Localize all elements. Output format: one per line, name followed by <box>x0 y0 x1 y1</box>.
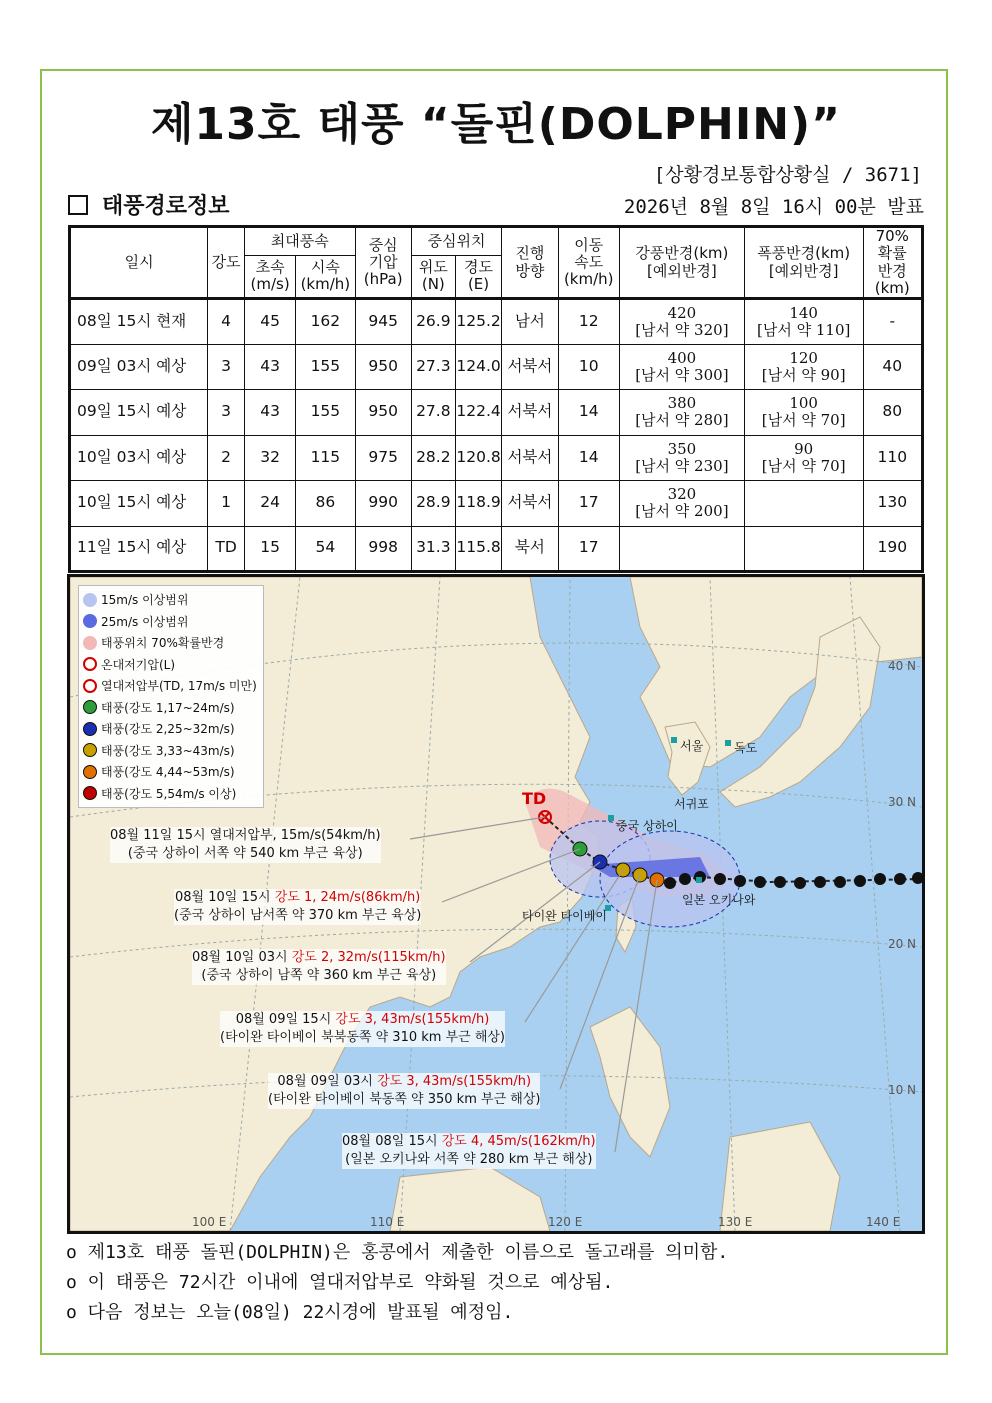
cell-ms: 32 <box>245 435 296 481</box>
legend-item <box>83 632 259 654</box>
table-row <box>70 435 923 481</box>
cell-intensity: TD <box>208 526 245 572</box>
legend-label: 온대저기압(L) <box>101 657 176 672</box>
cell-lat: 28.9 <box>411 481 455 527</box>
callout-0811: 08월 11일 15시 열대저압부, 15m/s(54km/h) (중국 상하이 서쪽 약 540 km 부근 육상) <box>110 828 381 861</box>
header-pressure: 중심 기압 (hPa) <box>355 227 411 299</box>
cell-hpa: 950 <box>355 390 411 436</box>
cell-storm <box>744 344 863 390</box>
callout-0809-03: 08월 09일 03시 강도 3, 43m/s(155km/h) (타이완 타이베이 북동쪽 약 350 km 부근 해상) <box>268 1074 541 1107</box>
cell-time: 08일 15시 현재 <box>70 299 208 345</box>
legend-item <box>83 611 259 633</box>
storm-radius-value: 140 <box>789 303 818 322</box>
cell-lat: 27.8 <box>411 390 455 436</box>
cell-kmh: 162 <box>296 299 355 345</box>
cell-dir: 남서 <box>502 299 558 345</box>
cell-intensity: 3 <box>208 344 245 390</box>
legend-item <box>83 589 259 611</box>
cell-hpa: 990 <box>355 481 411 527</box>
header-lat: 위도 (N) <box>411 255 455 298</box>
cell-speed: 17 <box>558 481 619 527</box>
cell-lon: 122.4 <box>455 390 501 436</box>
cell-lat: 26.9 <box>411 299 455 345</box>
legend-label: 열대저압부(TD, 17m/s 미만) <box>101 679 257 694</box>
table-row <box>70 481 923 527</box>
cell-dir: 북서 <box>502 526 558 572</box>
cell-storm <box>744 299 863 345</box>
header-wind-kmh: 시속 (km/h) <box>296 255 355 298</box>
storm-radius-value: 120 <box>789 348 818 367</box>
legend-item <box>83 675 259 697</box>
cell-speed: 14 <box>558 435 619 481</box>
circle-lightblue-icon <box>83 593 97 607</box>
typhoon-level2-icon <box>83 722 97 736</box>
table-row <box>70 526 923 572</box>
checkbox-square-icon <box>68 195 88 215</box>
storm-radius-exception: [남서 약 70] <box>761 411 846 430</box>
cell-lat: 28.2 <box>411 435 455 481</box>
lat-label-20: 20 N <box>887 937 916 951</box>
section-title: 태풍경로정보 <box>102 194 230 219</box>
cell-storm <box>744 390 863 436</box>
cell-ms: 43 <box>245 390 296 436</box>
legend-label: 태풍(강도 2,25~32m/s) <box>101 722 235 737</box>
cell-ms: 45 <box>245 299 296 345</box>
place-seoul: 서울 <box>680 739 704 753</box>
gale-radius-value: 320 <box>667 485 697 503</box>
map-legend <box>78 585 264 808</box>
page-title: 제13호 태풍 “돌핀(DOLPHIN)” <box>150 99 842 150</box>
gale-radius-exception: [남서 약 230] <box>635 456 729 475</box>
cell-storm <box>744 526 863 572</box>
gale-radius-exception: [남서 약 300] <box>635 365 729 384</box>
cell-prob: 110 <box>863 435 922 481</box>
circle-blue-icon <box>83 614 97 628</box>
cell-time: 10일 15시 예상 <box>70 481 208 527</box>
cell-prob: 130 <box>863 481 922 527</box>
cell-kmh: 155 <box>296 344 355 390</box>
header-max-wind: 최대풍속 <box>245 227 356 256</box>
legend-label: 태풍(강도 1,17~24m/s) <box>101 700 235 715</box>
note-item: o 다음 정보는 오늘(08일) 22시경에 발표될 예정임. <box>66 1302 514 1323</box>
cell-time: 09일 03시 예상 <box>70 344 208 390</box>
legend-item <box>83 740 259 762</box>
cell-lat: 31.3 <box>411 526 455 572</box>
cell-hpa: 945 <box>355 299 411 345</box>
typhoon-level5-icon <box>83 786 97 800</box>
cell-lon: 125.2 <box>455 299 501 345</box>
tropical-depression-icon <box>83 679 97 693</box>
cell-lon: 118.9 <box>455 481 501 527</box>
cell-gale <box>619 435 744 481</box>
legend-item <box>83 783 259 805</box>
cell-dir: 서북서 <box>502 344 558 390</box>
cell-gale <box>619 390 744 436</box>
notes <box>66 1238 728 1328</box>
lon-label-130: 130 E <box>718 1215 753 1229</box>
cell-intensity: 2 <box>208 435 245 481</box>
cell-kmh: 86 <box>296 481 355 527</box>
typhoon-level1-icon <box>83 700 97 714</box>
lon-label-120: 120 E <box>548 1215 583 1229</box>
storm-radius-value: 90 <box>794 439 814 458</box>
extratropical-low-icon <box>83 657 97 671</box>
cell-gale <box>619 299 744 345</box>
table-row <box>70 390 923 436</box>
gale-radius-value: 420 <box>667 303 697 322</box>
cell-time: 09일 15시 예상 <box>70 390 208 436</box>
cell-ms: 15 <box>245 526 296 572</box>
legend-label: 태풍(강도 4,44~53m/s) <box>101 765 235 780</box>
cell-prob: - <box>863 299 922 345</box>
lat-label-40: 40 N <box>887 659 916 673</box>
cell-speed: 17 <box>558 526 619 572</box>
note-item: o 제13호 태풍 돌핀(DOLPHIN)은 홍콩에서 제출한 이름으로 돌고래를 의미함. <box>66 1242 729 1263</box>
header-direction: 진행 방향 <box>502 227 558 299</box>
header-storm-radius: 폭풍반경(km) [예외반경] <box>744 227 863 299</box>
header-time: 일시 <box>70 227 208 299</box>
storm-radius-exception: [남서 약 110] <box>757 320 851 339</box>
legend-label: 태풍(강도 3,33~43m/s) <box>101 743 235 758</box>
cell-kmh: 155 <box>296 390 355 436</box>
typhoon-level4-icon <box>83 765 97 779</box>
gale-radius-exception: [남서 약 320] <box>635 320 729 339</box>
legend-item <box>83 761 259 783</box>
callout-0810-15: 08월 10일 15시 강도 1, 24m/s(86km/h) (중국 상하이 남서쪽 약 370 km 부근 육상) <box>174 890 422 923</box>
gale-radius-exception: [남서 약 200] <box>635 502 729 521</box>
cell-prob: 80 <box>863 390 922 436</box>
storm-radius-value: 100 <box>789 394 818 412</box>
section-heading <box>68 189 230 220</box>
header-intensity: 강도 <box>208 227 245 299</box>
storm-radius-exception: [남서 약 70] <box>761 456 846 475</box>
cell-gale <box>619 526 744 572</box>
typhoon-level3-icon <box>83 743 97 757</box>
cell-hpa: 998 <box>355 526 411 572</box>
gale-radius-value: 400 <box>667 348 697 367</box>
lat-label-10: 10 N <box>887 1083 916 1097</box>
cell-lat: 27.3 <box>411 344 455 390</box>
legend-item <box>83 718 259 740</box>
cell-time: 11일 15시 예상 <box>70 526 208 572</box>
header-wind-ms: 초속 (m/s) <box>245 255 296 298</box>
table-row <box>70 344 923 390</box>
cell-kmh: 54 <box>296 526 355 572</box>
gale-radius-exception: [남서 약 280] <box>635 411 729 430</box>
cell-dir: 서북서 <box>502 481 558 527</box>
lon-label-140: 140 E <box>866 1215 901 1229</box>
callout-0809-15: 08월 09일 15시 강도 3, 43m/s(155km/h) (타이완 타이베이 북북동쪽 약 310 km 부근 해상) <box>220 1012 506 1045</box>
cell-speed: 10 <box>558 344 619 390</box>
legend-item <box>83 654 259 676</box>
issued-time: 2026년 8월 8일 16시 00분 발표 <box>623 196 924 218</box>
cell-dir: 서북서 <box>502 390 558 436</box>
cell-ms: 24 <box>245 481 296 527</box>
typhoon-track-table <box>68 225 924 573</box>
lon-label-100: 100 E <box>192 1215 227 1229</box>
callout-0810-03: 08월 10일 03시 강도 2, 32m/s(115km/h) (중국 상하이 남쪽 약 360 km 부근 육상) <box>192 950 446 983</box>
cell-lon: 124.0 <box>455 344 501 390</box>
place-okinawa: 일본 오키나와 <box>682 893 756 907</box>
cell-speed: 12 <box>558 299 619 345</box>
cell-lon: 120.8 <box>455 435 501 481</box>
place-dokdo: 독도 <box>734 741 758 755</box>
office-label: [상황경보통합상황실 / 3671] <box>653 164 922 186</box>
cell-intensity: 4 <box>208 299 245 345</box>
cell-gale <box>619 344 744 390</box>
place-seogwipo: 서귀포 <box>674 797 709 811</box>
cell-gale <box>619 481 744 527</box>
note-item: o 이 태풍은 72시간 이내에 열대저압부로 약화될 것으로 예상됨. <box>66 1272 614 1293</box>
header-lon: 경도 (E) <box>455 255 501 298</box>
header-speed: 이동 속도 (km/h) <box>558 227 619 299</box>
cell-prob: 40 <box>863 344 922 390</box>
cell-lon: 115.8 <box>455 526 501 572</box>
callout-0808-15: 08월 08일 15시 강도 4, 45m/s(162km/h) (일본 오키나와 서쪽 약 280 km 부근 해상) <box>342 1134 596 1167</box>
cell-kmh: 115 <box>296 435 355 481</box>
cell-prob: 190 <box>863 526 922 572</box>
cell-speed: 14 <box>558 390 619 436</box>
cell-intensity: 3 <box>208 390 245 436</box>
cell-time: 10일 03시 예상 <box>70 435 208 481</box>
header-gale-radius: 강풍반경(km) [예외반경] <box>619 227 744 299</box>
typhoon-track-map <box>67 574 925 1234</box>
cell-hpa: 975 <box>355 435 411 481</box>
cell-storm <box>744 481 863 527</box>
header-prob-radius: 70% 확률 반경 (km) <box>863 227 922 299</box>
lon-label-110: 110 E <box>370 1215 405 1229</box>
lat-label-30: 30 N <box>887 795 916 809</box>
gale-radius-value: 350 <box>667 439 697 458</box>
gale-radius-value: 380 <box>667 394 697 412</box>
table-row <box>70 299 923 345</box>
legend-label: 15m/s 이상범위 <box>101 593 189 608</box>
td-label: TD <box>522 789 547 808</box>
legend-item <box>83 697 259 719</box>
header-position: 중심위치 <box>411 227 501 256</box>
legend-label: 태풍위치 70%확률반경 <box>101 636 225 651</box>
legend-label: 태풍(강도 5,54m/s 이상) <box>101 786 237 801</box>
cell-hpa: 950 <box>355 344 411 390</box>
legend-label: 25m/s 이상범위 <box>101 614 189 629</box>
place-shanghai: 중국 상하이 <box>616 819 678 833</box>
cell-storm <box>744 435 863 481</box>
cell-intensity: 1 <box>208 481 245 527</box>
place-taipei: 타이완 타이베이 <box>522 909 607 923</box>
storm-radius-exception: [남서 약 90] <box>761 365 846 384</box>
cell-dir: 서북서 <box>502 435 558 481</box>
cell-ms: 43 <box>245 344 296 390</box>
circle-pink-icon <box>83 636 97 650</box>
